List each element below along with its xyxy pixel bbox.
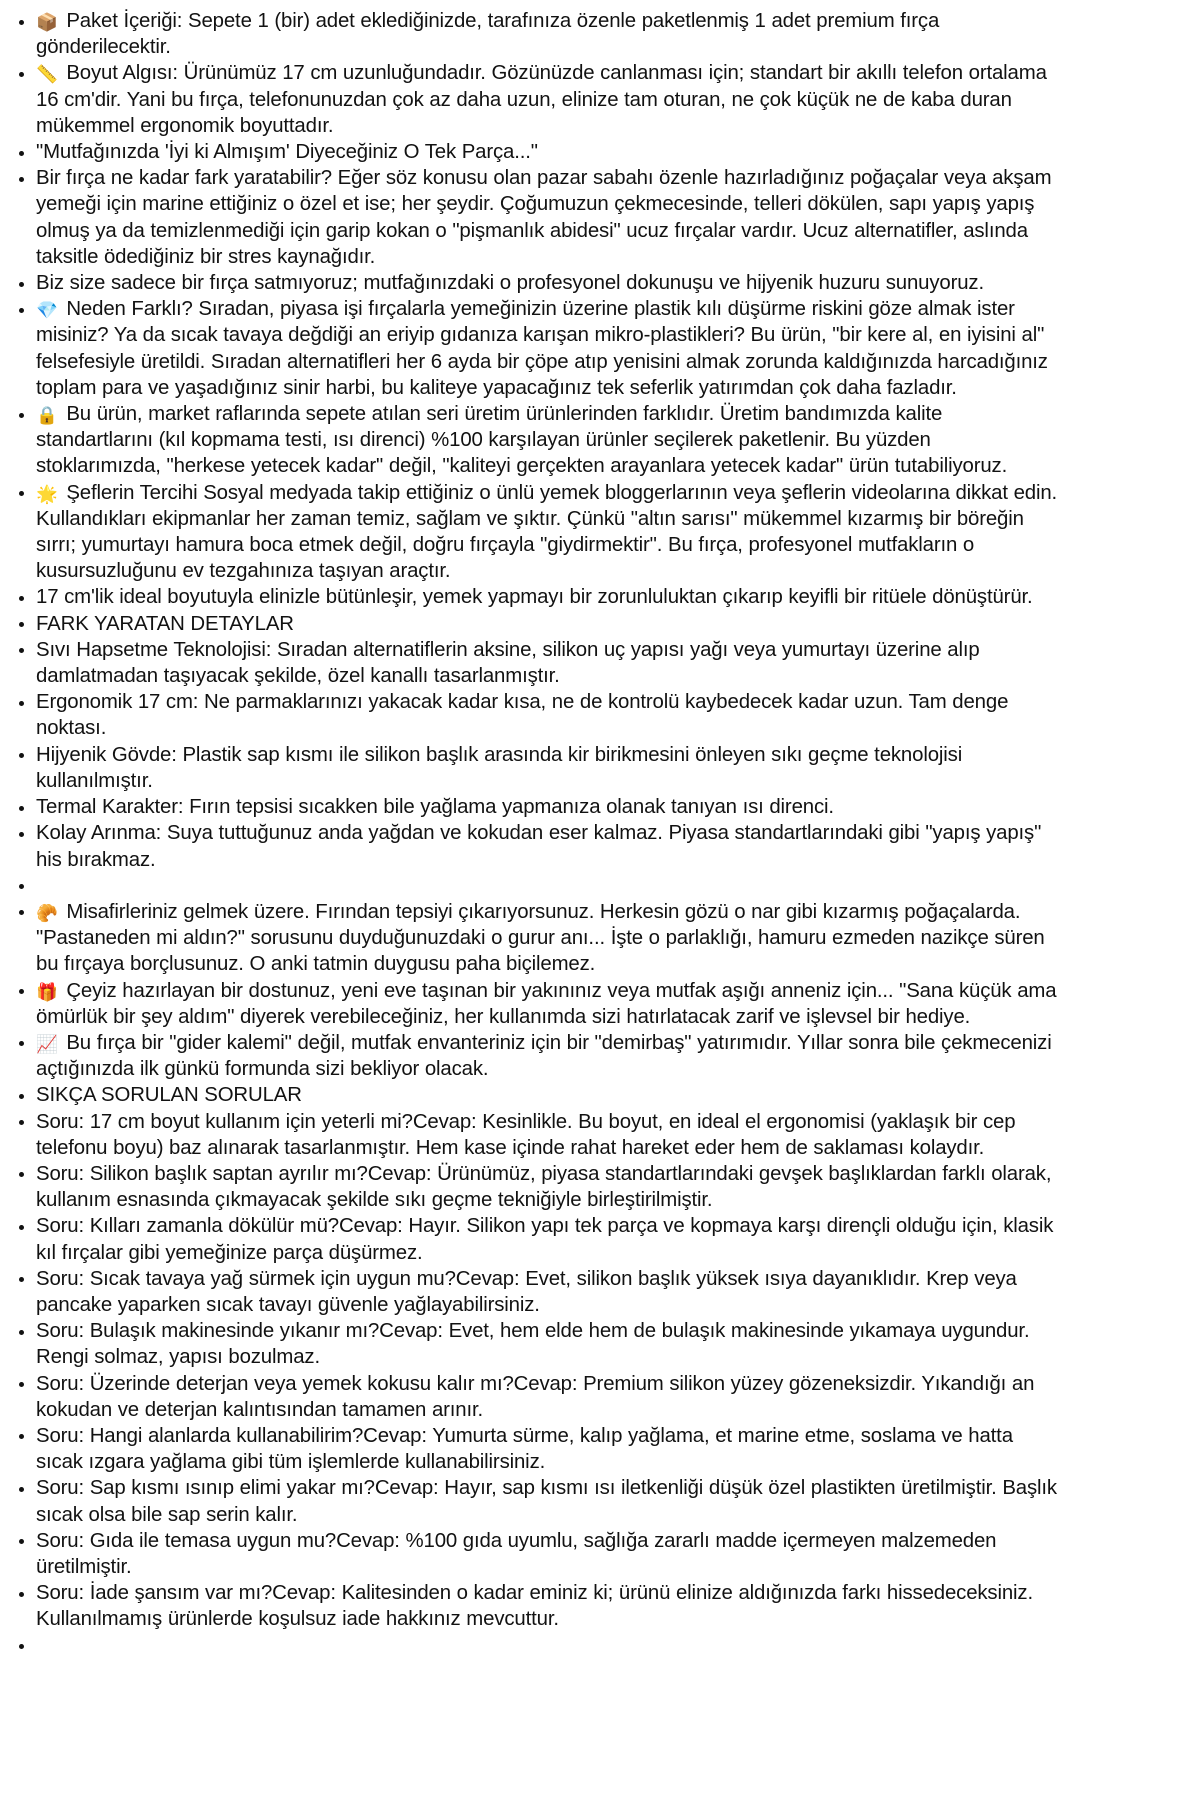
list-item-text: Kolay Arınma: Suya tuttuğunuz anda yağdan ve kokudan eser kalmaz. Piyasa standartlarındaki gibi "yapış yapış" his bırakmaz. bbox=[36, 822, 1042, 871]
list-item-text: Boyut Algısı: Ürünümüz 17 cm uzunluğundadır. Gözünüzde canlanması için; standart bir akıllı telefon ortalama 16 cm'dir. Yani bu fırça, telefonunuzdan çok az daha uzun, elinize tam oturan, ne çok küçük ne de kaba duran mükemmel ergonomik boyuttadır. bbox=[36, 62, 1047, 137]
list-item-text: Bir fırça ne kadar fark yaratabilir? Eğer söz konusu olan pazar sabahı özenle hazırladığınız poğaçalar veya akşam yemeği için marine ettiğiniz o özel et ise; her şeydir. Çoğumuzun çekmecesinde, telleri dökülen, sapı yapış yapış olmuş ya da temizlenmediği için garip kokan o "pişmanlık abidesi" ucuz fırçalar vardır. Ucuz alternatifler, aslında taksitle ödediğiniz bir stres kaynağıdır. bbox=[36, 167, 1052, 268]
list-item-text: Soru: Sap kısmı ısınıp elimi yakar mı?Cevap: Hayır, sap kısmı ısı iletkenliği düşük özel plastikten üretilmiştir. Başlık sıcak olsa bile sap serin kalır. bbox=[36, 1477, 1057, 1526]
list-item bbox=[6, 60, 1060, 139]
list-item-text: FARK YARATAN DETAYLAR bbox=[36, 612, 294, 635]
list-item bbox=[6, 1371, 1060, 1423]
ruler-emoji: 📏 bbox=[36, 65, 58, 86]
list-item-text: Çeyiz hazırlayan bir dostunuz, yeni eve taşınan bir yakınınız veya mutfak aşığı anneniz için... "Sana küçük ama ömürlük bir şey aldım" diyerek verebileceğiniz, her kullanımda sizi hatırlatacak zarif ve işlevsel bir hediye. bbox=[36, 979, 1057, 1028]
description-bullet-list bbox=[6, 8, 1060, 1659]
list-item bbox=[6, 1266, 1060, 1318]
list-item bbox=[6, 820, 1060, 872]
gift-emoji: 🎁 bbox=[36, 982, 58, 1003]
croissant-emoji: 🥐 bbox=[36, 903, 58, 924]
list-item bbox=[6, 165, 1060, 270]
list-item-text: Misafirleriniz gelmek üzere. Fırından tepsiyi çıkarıyorsunuz. Herkesin gözü o nar gibi kızarmış poğaçalarda. "Pastaneden mi aldın?" sorusunu duyduğunuzdaki o gurur anı... İşte o parlaklığı, hamuru ezmeden nazikçe süren bu fırçaya borçlusunuz. O anki tatmin duygusu paha biçilemez. bbox=[36, 900, 1045, 976]
list-item bbox=[6, 1423, 1060, 1475]
list-item bbox=[6, 611, 1060, 637]
list-item bbox=[6, 899, 1060, 978]
star-emoji: 🌟 bbox=[36, 484, 58, 505]
list-item-text: Bu fırça bir "gider kalemi" değil, mutfak envanteriniz için bir "demirbaş" yatırımıdır. Yıllar sonra bile çekmecenizi açtığınızda ilk günkü formunda sizi bekliyor olacak. bbox=[36, 1031, 1052, 1081]
list-item bbox=[6, 1633, 1060, 1659]
list-item-text: Soru: İade şansım var mı?Cevap: Kalitesinden o kadar eminiz ki; ürünü elinize aldığınızda farkı hissedeceksiniz. Kullanılmamış ürünlerde koşulsuz iade hakkınız mevcuttur. bbox=[36, 1582, 1033, 1631]
list-item-text: Soru: Sıcak tavaya yağ sürmek için uygun mu?Cevap: Evet, silikon başlık yüksek ısıya dayanıklıdır. Krep veya pancake yaparken sıcak tavayı güvenle yağlayabilirsiniz. bbox=[36, 1267, 1017, 1316]
list-item bbox=[6, 1318, 1060, 1370]
list-item bbox=[6, 637, 1060, 689]
list-item-text: Paket İçeriği: Sepete 1 (bir) adet eklediğinizde, tarafınıza özenle paketlenmiş 1 adet premium fırça gönderilecektir. bbox=[36, 10, 940, 59]
list-item-text: Bu ürün, market raflarında sepete atılan seri üretim ürünlerinden farklıdır. Üretim bandımızda kalite standartlarını (kıl kopmama testi, ısı direnci) %100 karşılayan ürünler seçilerek paketlenir. Bu yüzden stoklarımızda, "herkese yetecek kadar" değil, "kaliteyi gerçekten arayanlara yetecek kadar" ürün tutabiliyoruz. bbox=[36, 403, 1008, 478]
list-item bbox=[6, 8, 1060, 60]
list-item bbox=[6, 1161, 1060, 1213]
list-item bbox=[6, 794, 1060, 820]
list-item bbox=[6, 1082, 1060, 1108]
list-item-text: Sıvı Hapsetme Teknolojisi: Sıradan alternatiflerin aksine, silikon uç yapısı yağı veya yumurtayı üzerine alıp damlatmadan taşıyacak şekilde, özel kanallı tasarlanmıştır. bbox=[36, 638, 980, 688]
list-item bbox=[6, 978, 1060, 1030]
list-item bbox=[6, 1528, 1060, 1580]
list-item-text: Soru: Üzerinde deterjan veya yemek kokusu kalır mı?Cevap: Premium silikon yüzey gözeneksizdir. Yıkandığı an kokudan ve deterjan kalıntısından tamamen arınır. bbox=[36, 1372, 1035, 1421]
list-item bbox=[6, 584, 1060, 610]
list-item-text: Soru: Gıda ile temasa uygun mu?Cevap: %100 gıda uyumlu, sağlığa zararlı madde içermeyen malzemeden üretilmiştir. bbox=[36, 1529, 997, 1578]
list-item-text: Ergonomik 17 cm: Ne parmaklarınızı yakacak kadar kısa, ne de kontrolü kaybedecek kadar uzun. Tam denge noktası. bbox=[36, 691, 1009, 740]
list-item-text: 17 cm'lik ideal boyutuyla elinizle bütünleşir, yemek yapmayı bir zorunluluktan çıkarıp keyifli bir ritüele dönüştürür. bbox=[36, 586, 1033, 609]
list-item-text: Soru: Bulaşık makinesinde yıkanır mı?Cevap: Evet, hem elde hem de bulaşık makinesinde yıkamaya uygundur. Rengi solmaz, yapısı bozulmaz. bbox=[36, 1320, 1030, 1369]
chart-increasing-emoji: 📈 bbox=[36, 1034, 58, 1055]
package-emoji: 📦 bbox=[36, 13, 58, 33]
list-item bbox=[6, 873, 1060, 899]
list-item-text: Soru: Silikon başlık saptan ayrılır mı?Cevap: Ürünümüz, piyasa standartlarındaki gevşek başlıklardan farklı olarak, kullanım esnasında çıkmayacak şekilde sıkı geçme tekniğiyle birleştirilmiştir. bbox=[36, 1162, 1052, 1212]
list-item bbox=[6, 1580, 1060, 1632]
list-item-text: Soru: Kılları zamanla dökülür mü?Cevap: Hayır. Silikon yapı tek parça ve kopmaya karşı dirençli olduğu için, klasik kıl fırçalar gibi yemeğinize parça düşürmez. bbox=[36, 1215, 1054, 1264]
list-item bbox=[6, 1109, 1060, 1161]
list-item bbox=[6, 296, 1060, 401]
list-item-text: Hijyenik Gövde: Plastik sap kısmı ile silikon başlık arasında kir birikmesini önleyen sıkı geçme teknolojisi kullanılmıştır. bbox=[36, 743, 963, 792]
list-item-text: Biz size sadece bir fırça satmıyoruz; mutfağınızdaki o profesyonel dokunuşu ve hijyenik huzuru sunuyoruz. bbox=[36, 272, 984, 295]
list-item bbox=[6, 742, 1060, 794]
list-item-text: "Mutfağınızda 'İyi ki Almışım' Diyeceğiniz O Tek Parça..." bbox=[36, 141, 538, 164]
list-item-text: Neden Farklı? Sıradan, piyasa işi fırçalarla yemeğinizin üzerine plastik kılı düşürme riskini göze almak ister misiniz? Ya da sıcak tavaya değdiği an eriyip gıdanıza karışan mikro-plastikleri? Bu ürün, "bir kere al, en iyisini al" felsefesiyle üretildi. Sıradan alternatifleri her 6 ayda bir çöpe atıp yenisini almak zorunda kaldığınızda harcadığınız toplam para ve yaşadığınız sinir harbi, bu kaliteye yapacağınız tek seferlik yatırımdan çok daha fazladır. bbox=[36, 298, 1048, 399]
list-item bbox=[6, 270, 1060, 296]
list-item bbox=[6, 1213, 1060, 1265]
list-item bbox=[6, 1030, 1060, 1082]
list-item-text: Soru: Hangi alanlarda kullanabilirim?Cevap: Yumurta sürme, kalıp yağlama, et marine etme, soslama ve hatta sıcak ızgara yağlama gibi tüm işlemlerde kullanabilirsiniz. bbox=[36, 1424, 1013, 1474]
list-item bbox=[6, 480, 1060, 585]
list-item-text: Şeflerin Tercihi Sosyal medyada takip ettiğiniz o ünlü yemek bloggerlarının veya şeflerin videolarına dikkat edin. Kullandıkları ekipmanlar her zaman temiz, sağlam ve şıktır. Çünkü "altın sarısı" mükemmel kızarmış bir böreğin sırrı; yumurtayı hamura boca etmek değil, doğru fırçayla "giydirmektir". Bu fırça, profesyonel mutfakların o kusursuzluğunu ev tezgahınıza taşıyan araçtır. bbox=[36, 481, 1058, 583]
list-item-text: Soru: 17 cm boyut kullanım için yeterli mi?Cevap: Kesinlikle. Bu boyut, en ideal el ergonomisi (yaklaşık bir cep telefonu boyu) baz alınarak tasarlanmıştır. Hem kase içinde rahat hareket eder hem de saklaması kolaydır. bbox=[36, 1110, 1016, 1159]
list-item-text: SIKÇA SORULAN SORULAR bbox=[36, 1084, 302, 1107]
list-item bbox=[6, 139, 1060, 165]
list-item bbox=[6, 1475, 1060, 1527]
list-item bbox=[6, 689, 1060, 741]
gem-emoji: 💎 bbox=[36, 301, 58, 322]
lock-emoji: 🔒 bbox=[36, 406, 58, 427]
list-item bbox=[6, 401, 1060, 480]
list-item-text: Termal Karakter: Fırın tepsisi sıcakken bile yağlama yapmanıza olanak tanıyan ısı direnci. bbox=[36, 796, 834, 819]
